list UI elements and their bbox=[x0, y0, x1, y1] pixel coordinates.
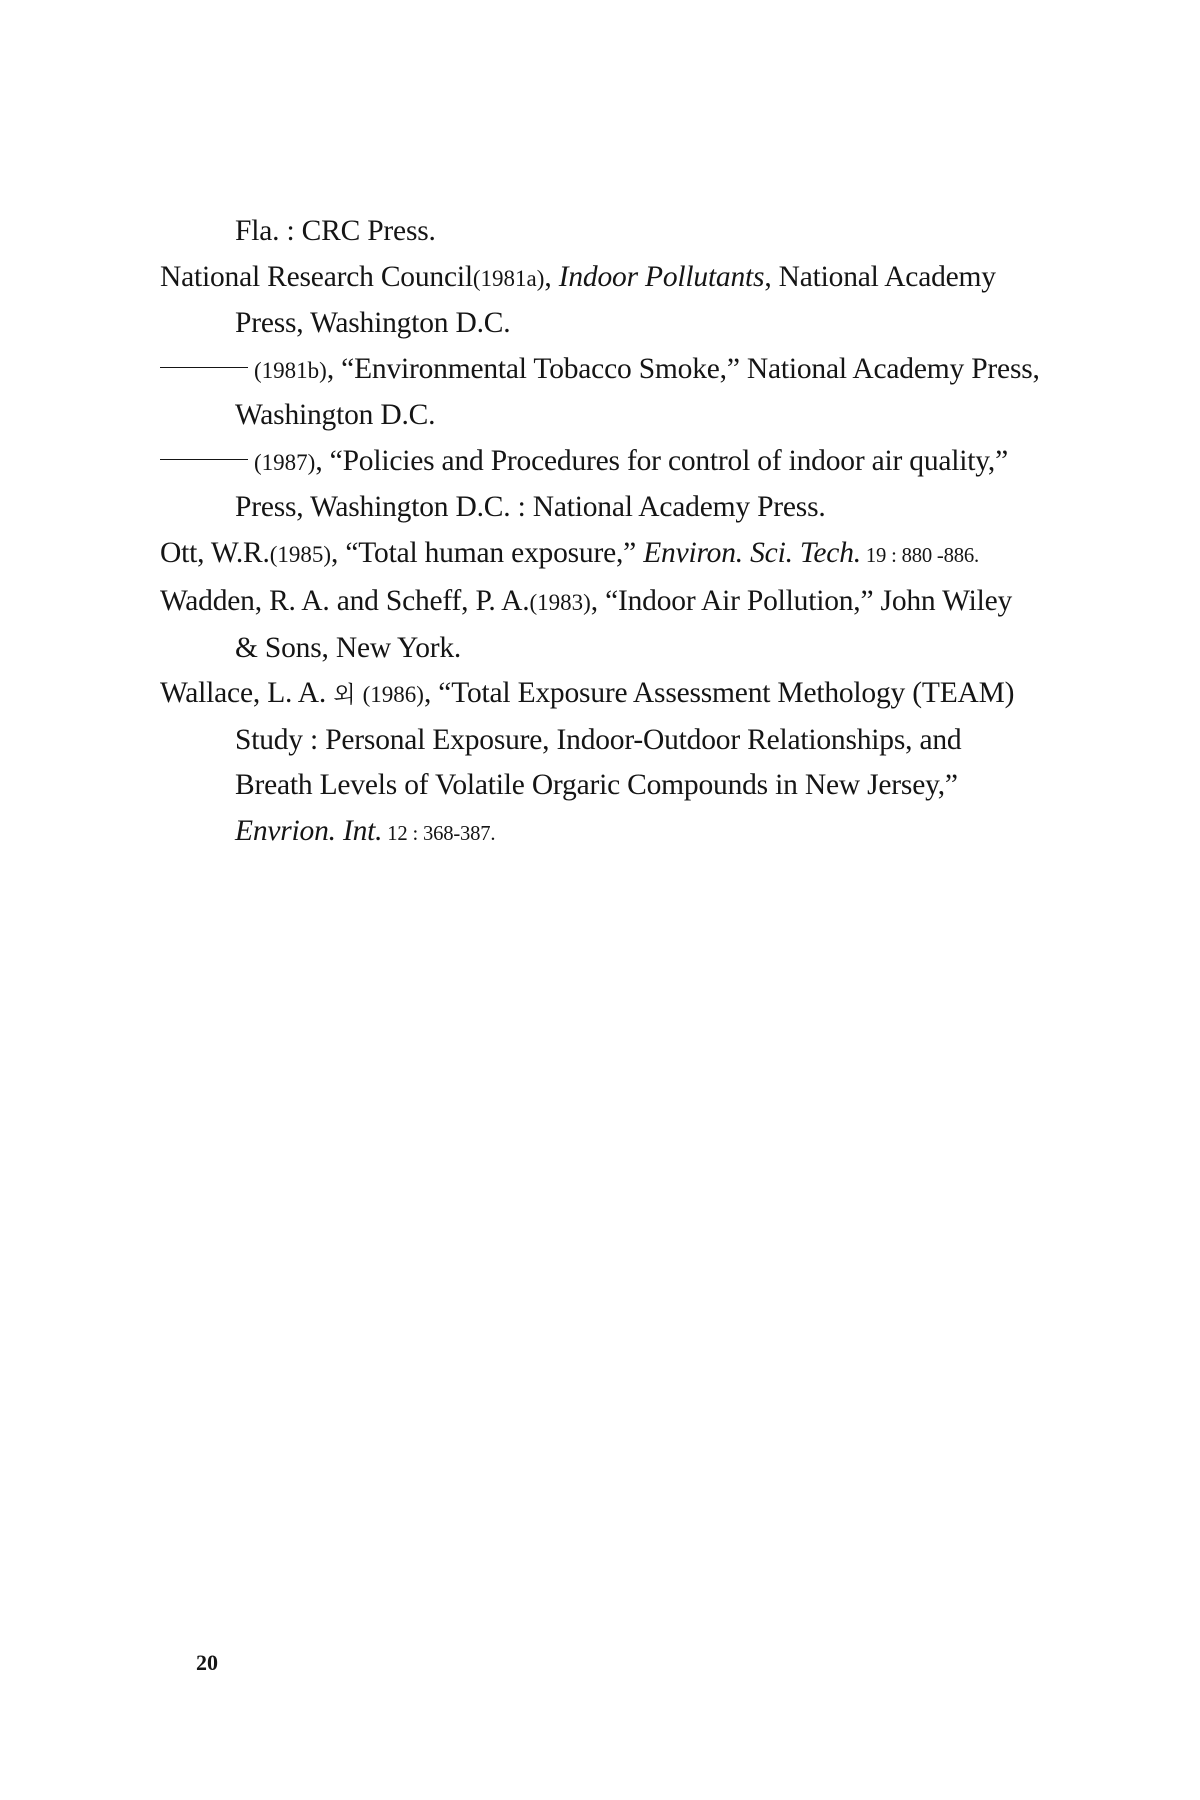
reference-title: Indoor Pollutants bbox=[558, 260, 765, 293]
reference-entry bbox=[160, 255, 1040, 347]
reference-etal: 외 bbox=[333, 681, 356, 707]
reference-year: (1981a) bbox=[472, 264, 545, 291]
reference-pages: 12 : 368-387. bbox=[382, 822, 496, 845]
same-author-dash bbox=[160, 459, 248, 460]
reference-pages: 19 : 880 -886. bbox=[860, 544, 979, 567]
reference-rest: , “Indoor Air Pollution,” John Wiley & Sons, New York. bbox=[235, 585, 1013, 664]
same-author-dash bbox=[160, 367, 248, 368]
reference-continuation bbox=[160, 209, 1040, 255]
reference-journal: Envrion. Int. bbox=[235, 814, 383, 847]
reference-list bbox=[160, 209, 1040, 857]
reference-author: Ott, W.R. bbox=[160, 536, 270, 569]
reference-entry bbox=[160, 671, 1040, 857]
reference-mid: , “Total Exposure Assessment Methology (TEAM) Study : Personal Exposure, Indoor-Outdoor Relationships, and Breath Levels of Volatile Orgaric Compounds in New Jersey,” bbox=[235, 677, 1015, 801]
reference-separator: , bbox=[544, 260, 559, 293]
reference-author: National Research Council bbox=[160, 260, 473, 293]
reference-rest: , “Policies and Procedures for control of indoor air quality,” Press, Washington D.C. : National Academy Press. bbox=[235, 444, 1008, 523]
page-number: 20 bbox=[196, 1650, 218, 1675]
reference-text: Fla. : CRC Press. bbox=[235, 215, 436, 247]
reference-year: (1986) bbox=[362, 681, 424, 707]
reference-author: Wadden, R. A. and Scheff, P. A. bbox=[160, 585, 530, 617]
reference-year: (1981b) bbox=[254, 356, 327, 383]
reference-entry bbox=[160, 439, 1040, 531]
reference-year: (1983) bbox=[529, 589, 591, 615]
reference-year: (1987) bbox=[254, 448, 316, 475]
reference-entry bbox=[160, 579, 1040, 671]
reference-year: (1985) bbox=[269, 540, 332, 567]
reference-journal: Environ. Sci. Tech. bbox=[643, 536, 861, 569]
reference-entry bbox=[160, 347, 1040, 439]
reference-mid: , “Total human exposure,” bbox=[331, 536, 644, 569]
reference-rest: , “Environmental Tobacco Smoke,” National Academy Press, Washington D.C. bbox=[235, 352, 1040, 431]
reference-author: Wallace, L. A. bbox=[160, 677, 327, 709]
reference-rest: , National Academy Press, Washington D.C. bbox=[235, 260, 996, 339]
reference-entry bbox=[160, 531, 1040, 580]
